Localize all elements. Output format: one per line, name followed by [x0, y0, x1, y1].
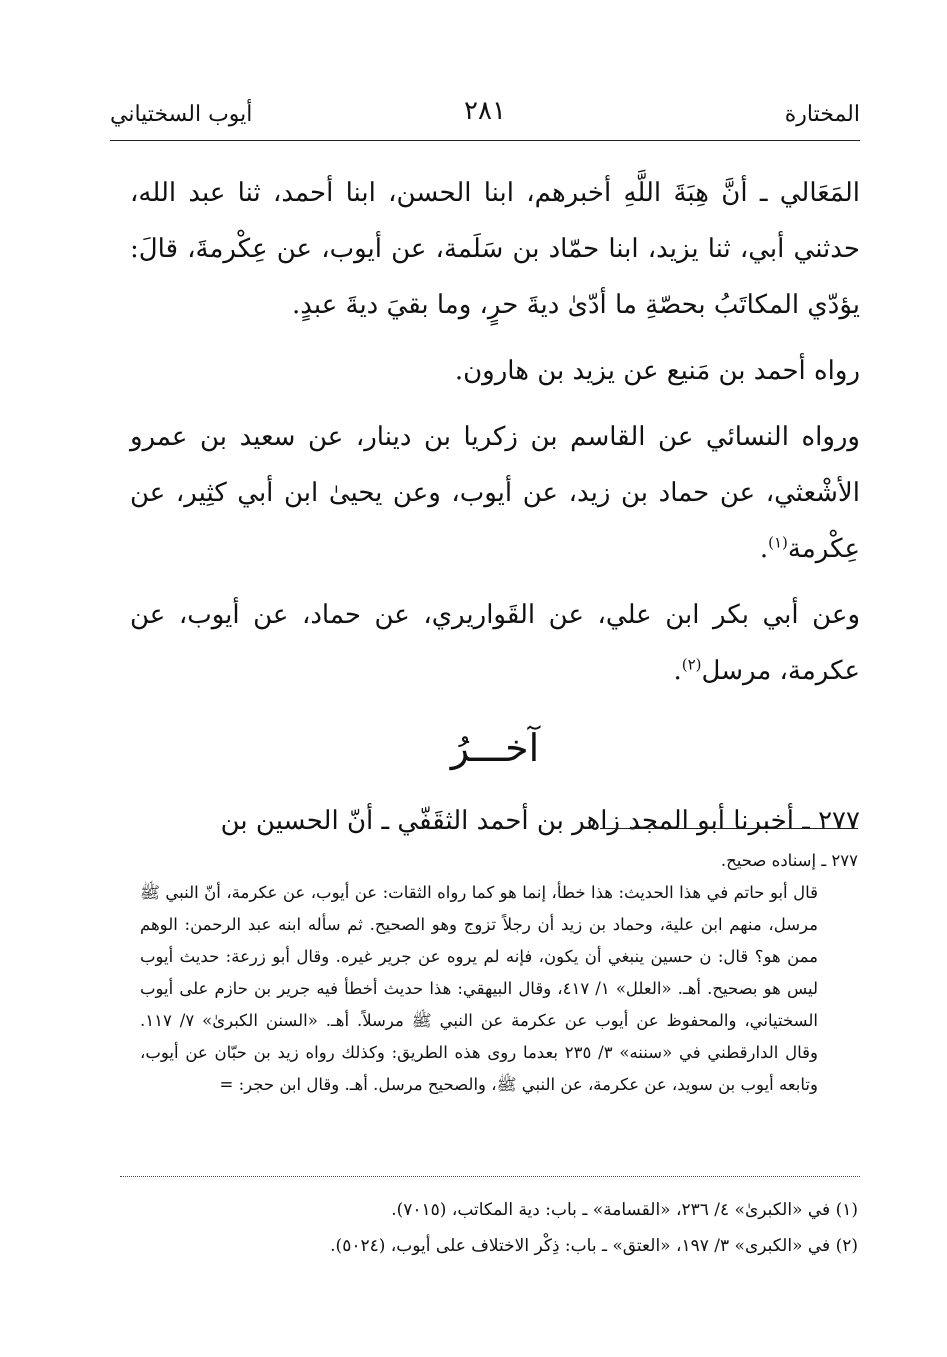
- text-line: حدثني أبي، ثنا يزيد، ابنا حمّاد بن سَلَمة، عن أيوب، عن عِكْرمةَ، قالَ:: [130, 234, 860, 264]
- paragraph-riwaya-ahmad: رواه أحمد بن مَنيع عن يزيد بن هارون.: [454, 356, 860, 386]
- takhrij-notes: [140, 845, 858, 1101]
- paragraph-mursal: وعن أبي بكر ابن علي، عن القَواريري، عن حماد، عن أيوب، عن عكرمة، مرسل$^{(٢)}$.: [130, 600, 860, 686]
- footnote-ref-1[interactable]: (١): [768, 533, 788, 552]
- header-rule: [110, 140, 860, 141]
- footnotes-separator: [120, 1176, 860, 1177]
- note-line: عكرمة، أنّ النبي ﷺ مرسل، منهم ابن علية، وحماد بن زيد أن رجلاً تزوج وهو الصحيح.: [140, 883, 819, 934]
- note-lead: ٢٧٧ ـ إسناده صحيح.: [720, 851, 858, 870]
- text-line: المَعَالي ـ أنَّ هِبَةَ اللَّهِ أخبرهم، ابنا الحسن، ابنا أحمد، ثنا عبد الله،: [130, 178, 860, 208]
- note-line: قال أبو حاتم في هذا الحديث: هذا خطأ، إنما هو كما رواه الثقات: عن أيوب، عن: [282, 883, 819, 902]
- main-text: [130, 165, 860, 849]
- note-line: عن عكرمة عن النبي ﷺ مرسلاً. أهـ. «السنن الكبرىٰ» ٧/ ١١٧. وقال الدارقطني في: [140, 1011, 818, 1062]
- paragraph-isnad: [130, 165, 860, 333]
- paragraph-riwaya-nasai: ورواه النسائي عن القاسم بن زكريا بن دينار، عن سعيد بن عمرو الأشْعثي، عن حماد بن زيد، عن أيوب، وعن يحيىٰ ابن أبي كثِير، عن عِكْرمة$^{(١)}$.: [130, 422, 860, 564]
- section-title: آخـــرُ: [450, 726, 540, 770]
- note-line: البيهقي: هذا حديث أخطأ فيه جرير بن حازم على أيوب السختياني، والمحفوظ عن أيوب: [140, 979, 818, 1030]
- note-body: [140, 877, 858, 1101]
- page-number: ٢٨١: [464, 96, 506, 126]
- paragraph-text: وعن أبي بكر ابن علي، عن القَواريري، عن حماد، عن أيوب، عن عكرمة، مرسل: [130, 600, 860, 686]
- footnotes: [140, 1192, 858, 1264]
- note-line: جرير غيره. وقال أبو زرعة: حديث أيوب ليس هو بصحيح. أهـ. «العلل» ١/ ٤١٧، وقال: [140, 947, 818, 998]
- text-line: يؤدّي المكاتَبُ بحصّةِ ما أدّىٰ ديةَ حرٍ، وما بقيَ ديةَ عبدٍ.: [291, 290, 860, 320]
- footnote-2: (٢) في «الكبرى» ٣/ ١٩٧، «العتق» ـ باب: ذِكْر الاختلاف على أيوب، (٥٠٢٤).: [330, 1236, 858, 1256]
- running-header: [110, 92, 860, 136]
- header-chapter-title: أيوب السختياني: [110, 102, 253, 127]
- notes-separator: [600, 828, 858, 829]
- header-book-title: المختارة: [784, 102, 860, 127]
- paragraph-text: ورواه النسائي عن القاسم بن زكريا بن دينار، عن سعيد بن عمرو الأشْعثي، عن حماد بن زيد، عن أيوب، وعن يحيىٰ ابن أبي كثِير، عن عِكْرمة: [130, 422, 860, 564]
- hadith-277-start: ٢٧٧ ـ أخبرنا أبو المجد زاهر بن أحمد الثقَفّي ـ أنّ الحسين بن: [220, 806, 860, 836]
- note-line: ثم سأله ابنه عبد الرحمن: الوهم ممن هو؟ قال: ن حسين ينبغي أن يكون، فإنه لم يروه عن: [140, 915, 819, 966]
- footnote-ref-2[interactable]: (٢): [681, 655, 702, 674]
- note-line: أيوب بن سويد، عن عكرمة، عن النبي ﷺ، والصحيح مرسل. أهـ. وقال ابن حجر: =: [219, 1075, 774, 1094]
- note-line: «سننه» ٣/ ٢٣٥ بعدما روى هذه الطريق: وكذلك رواه زيد بن حبّان عن أيوب، وتابعه: [140, 1043, 818, 1094]
- footnote-1: (١) في «الكبرىٰ» ٤/ ٢٣٦، «القسامة» ـ باب: دية المكاتب، (٧٠١٥).: [391, 1200, 858, 1220]
